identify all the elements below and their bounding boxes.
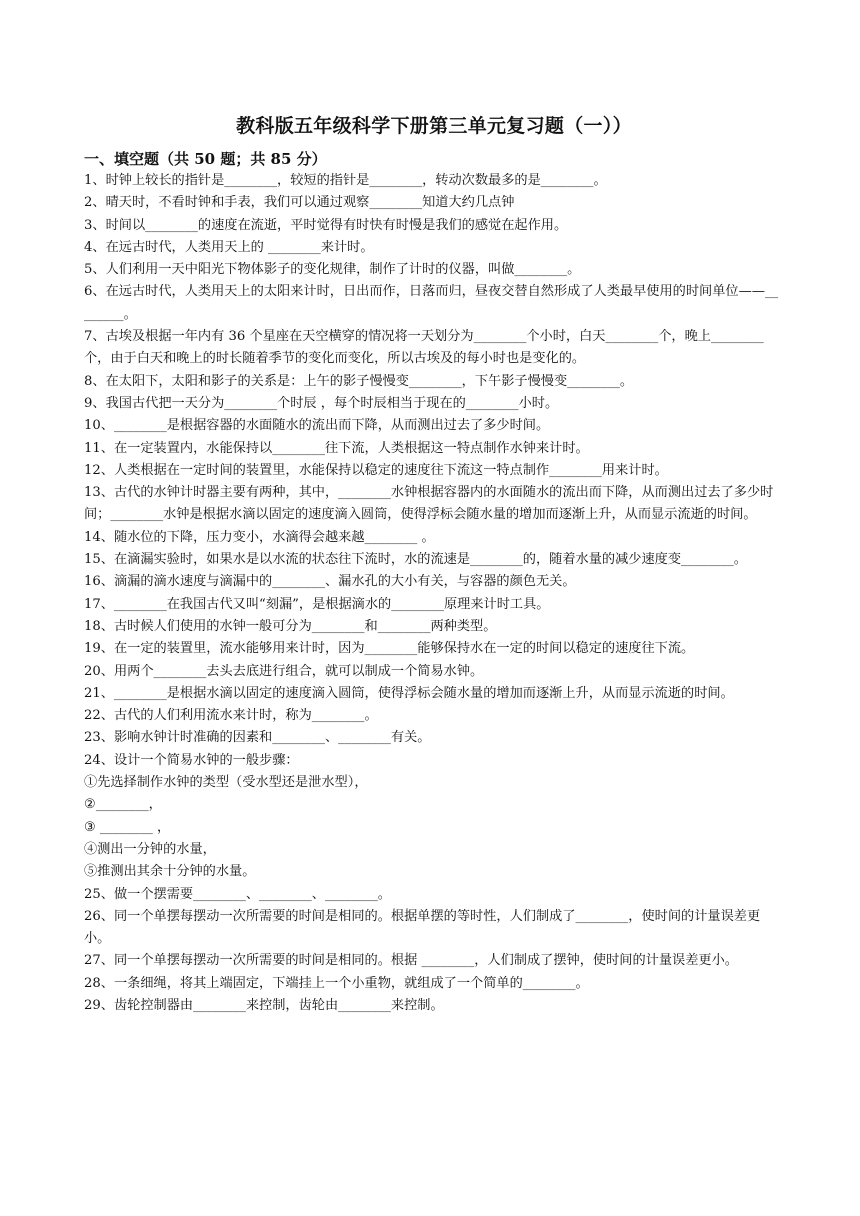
question-item: 3、时间以________的速度在流逝，平时觉得有时快有时慢是我们的感觉在起作用。: [84, 217, 568, 233]
question-item: ③ ________ ，: [84, 819, 171, 835]
question-item: 12、人类根据在一定时间的装置里，水能保持以稳定的速度往下流这一特点制作________用来计时。: [84, 462, 668, 478]
question-item: 1、时钟上较长的指针是________，较短的指针是________，转动次数最多的是________。: [84, 173, 607, 188]
question-item: 23、影响水钟计时准确的因素和________、________有关。: [84, 730, 431, 746]
question-item: 27、同一个单摆每摆动一次所需要的时间是相同的。根据 ________，人们制成了摆钟，使时间的计量误差更小。: [84, 953, 738, 969]
question-item: ②________，: [84, 797, 162, 813]
question-item: ①先选择制作水钟的类型（受水型还是泄水型），: [84, 775, 368, 791]
question-item: 11、在一定装置内，水能保持以________往下流，人类根据这一特点制作水钟来计时。: [84, 440, 589, 456]
question-list: [84, 170, 784, 1017]
question-item: ④测出一分钟的水量，: [84, 841, 216, 857]
question-item: ⑤推测出其余十分钟的水量。: [84, 864, 256, 880]
question-item: 29、齿轮控制器由________来控制，齿轮由________来控制。: [84, 997, 444, 1013]
question-item: 17、________在我国古代又叫“刻漏”，是根据滴水的________原理来计时工具。: [84, 596, 550, 612]
question-item: 7、古埃及根据一年内有 36 个星座在天空横穿的情况将一天划分为________个小时，白天________个，晚上________个，由于白天和晚上的时长随着季节的变化而变化，所以古埃及的每小时也是变化的。: [84, 329, 764, 367]
question-item: 26、同一个单摆每摆动一次所需要的时间是相同的。根据单摆的等时性，人们制成了________，使时间的计量误差更小。: [84, 908, 761, 947]
question-item: 4、在远古时代，人类用天上的 ________来计时。: [84, 239, 374, 255]
question-item: 10、________是根据容器的水面随水的流出而下降，从而测出过去了多少时间。: [84, 418, 550, 434]
document-page: [84, 112, 784, 1017]
question-item: 8、在太阳下，太阳和影子的关系是：上午的影子慢慢变________，下午影子慢慢变________。: [84, 373, 634, 389]
question-item: 20、用两个________去头去底进行组合，就可以制成一个简易水钟。: [84, 663, 484, 679]
question-item: 13、古代的水钟计时器主要有两种，其中，________水钟根据容器内的水面随水的流出而下降，从而测出过去了多少时间；________水钟是根据水滴以固定的速度滴入圆筒，使得浮标会随水量的增加而逐渐上升，从而显示流逝的时间。: [84, 485, 774, 523]
question-item: 14、随水位的下降，压力变小，水滴得会越来越________ 。: [84, 529, 435, 545]
question-item: 19、在一定的装置里，流水能够用来计时，因为________能够保持水在一定的时间以稳定的速度往下流。: [84, 641, 695, 657]
question-item: 5、人们利用一天中阳光下物体影子的变化规律，制作了计时的仪器，叫做________。: [84, 262, 581, 278]
question-item: 9、我国古代把一天分为________个时辰 ，每个时辰相当于现在的________小时。: [84, 395, 559, 411]
question-item: 22、古代的人们利用流水来计时，称为________。: [84, 708, 378, 724]
question-item: 21、________是根据水滴以固定的速度滴入圆筒，使得浮标会随水量的增加而逐渐上升，从而显示流逝的时间。: [84, 685, 734, 701]
question-item: 28、一条细绳，将其上端固定，下端挂上一个小重物，就组成了一个简单的________。: [84, 975, 589, 991]
question-item: 25、做一个摆需要________、________、________。: [84, 886, 391, 902]
section-heading: 一、填空题（共 50 题；共 85 分）: [84, 150, 327, 168]
question-item: 15、在滴漏实验时，如果水是以水流的状态往下流时，水的流速是________的，随着水量的减少速度变________。: [84, 552, 747, 568]
document-title: 教科版五年级科学下册第三单元复习题（一））: [236, 115, 632, 137]
question-item: 2、晴天时，不看时钟和手表，我们可以通过观察________知道大约几点钟: [84, 195, 515, 211]
question-item: 6、在远古时代，人类用天上的太阳来计时，日出而作，日落而归，昼夜交替自然形成了人类最早使用的时间单位——________。: [84, 284, 779, 322]
question-item: 24、设计一个简易水钟的一般步骤：: [84, 752, 299, 768]
question-item: 18、古时候人们使用的水钟一般可分为________和________两种类型。: [84, 618, 497, 634]
question-item: 16、滴漏的滴水速度与滴漏中的________、漏水孔的大小有关，与容器的颜色无关。: [84, 574, 576, 590]
